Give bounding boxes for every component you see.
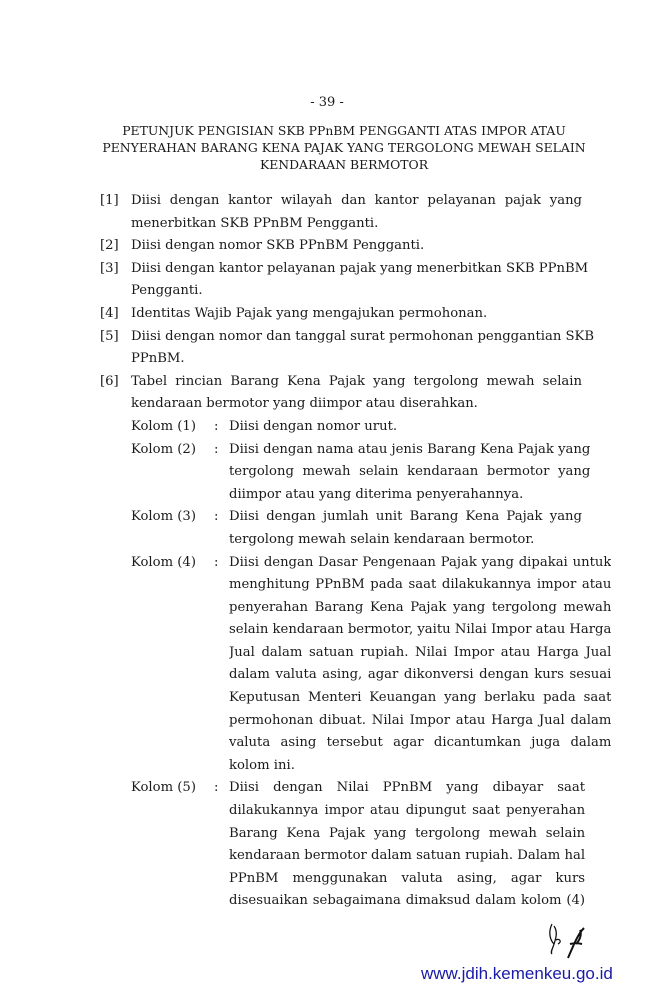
kolom-text — [229, 416, 582, 439]
kolom-text — [229, 439, 590, 507]
text-line: PPnBM. — [131, 351, 185, 367]
page-number: - 39 - — [310, 95, 344, 110]
text-line: diimpor atau yang diterima penyerahannya. — [229, 486, 524, 502]
list-item — [100, 190, 582, 235]
kolom-item — [131, 777, 586, 913]
list-item — [100, 258, 589, 303]
kolom-text — [229, 506, 582, 551]
list-item — [100, 326, 595, 371]
text-line: Jual dalam satuan rupiah. Nilai Impor atau Harga Jual — [229, 644, 612, 660]
text-line: Diisi dengan kantor pelayanan pajak yang menerbitkan SKB PPnBM — [131, 260, 589, 276]
kolom-colon: : — [214, 509, 219, 525]
kolom-text — [229, 777, 585, 913]
text-line: Barang Kena Pajak yang tergolong mewah selain — [229, 825, 586, 841]
item-number: [6] — [100, 373, 119, 389]
text-line: dilakukannya impor atau dipungut saat penyerahan — [229, 803, 586, 819]
kolom-text — [229, 552, 611, 778]
text-line: Diisi dengan kantor wilayah dan kantor pelayanan pajak yang — [131, 193, 582, 208]
list-item — [100, 303, 582, 326]
text-line: Pengganti. — [131, 283, 203, 299]
kolom-colon: : — [214, 780, 219, 796]
item-number: [1] — [100, 193, 119, 208]
kolom-item — [131, 416, 582, 439]
text-line: kendaraan bermotor yang diimpor atau diserahkan. — [131, 396, 478, 412]
text-line: valuta asing tersebut agar dicantumkan juga dalam — [229, 735, 612, 751]
kolom-label: Kolom (4) — [131, 554, 196, 570]
text-line: menerbitkan SKB PPnBM Pengganti. — [131, 215, 379, 231]
text-line: penyerahan Barang Kena Pajak yang tergolong mewah — [229, 599, 612, 615]
text-line: disesuaikan sebagaimana dimaksud dalam kolom (4) — [229, 893, 586, 909]
text-line: Diisi dengan Nilai PPnBM yang dibayar saat — [229, 780, 586, 796]
text-line: Diisi dengan nama atau jenis Barang Kena Pajak yang — [229, 441, 591, 457]
text-line: Diisi dengan nomor urut. — [229, 418, 398, 434]
item-text — [131, 303, 582, 326]
text-line: Identitas Wajib Pajak yang mengajukan permohonan. — [131, 305, 488, 321]
text-line: Diisi dengan jumlah unit Barang Kena Pajak yang — [229, 509, 582, 525]
footer-website-link[interactable]: www.jdih.kemenkeu.go.id — [421, 964, 613, 983]
item-text — [131, 258, 588, 303]
item-text — [131, 235, 582, 258]
text-line: selain kendaraan bermotor, yaitu Nilai Impor atau Harga — [229, 622, 612, 638]
text-line: dalam valuta asing, agar dikonversi dengan kurs sesuai — [229, 667, 612, 683]
kolom-label: Kolom (2) — [131, 441, 196, 457]
item-number: [2] — [100, 238, 119, 254]
text-line: menghitung PPnBM pada saat dilakukannya impor atau — [229, 577, 612, 593]
text-line: PPnBM menggunakan valuta asing, agar kurs — [229, 870, 586, 886]
text-line: kolom ini. — [229, 757, 295, 773]
kolom-colon: : — [214, 441, 219, 457]
document-title — [60, 122, 628, 173]
item-number: [3] — [100, 260, 119, 276]
item-text — [131, 326, 594, 371]
kolom-label: Kolom (1) — [131, 418, 196, 434]
item-number: [5] — [100, 328, 119, 344]
title-line: PENYERAHAN BARANG KENA PAJAK YANG TERGOLONG MEWAH SELAIN — [102, 140, 586, 155]
text-line: Diisi dengan nomor SKB PPnBM Pengganti. — [131, 238, 425, 254]
initials-signature — [540, 918, 590, 962]
text-line: Diisi dengan nomor dan tanggal surat permohonan penggantian SKB — [131, 328, 595, 344]
kolom-colon: : — [214, 554, 219, 570]
kolom-item — [131, 506, 582, 551]
list-item — [100, 371, 582, 416]
item-text — [131, 190, 582, 235]
text-line: Keputusan Menteri Keuangan yang berlaku pada saat — [229, 690, 612, 706]
text-line: kendaraan bermotor dalam satuan rupiah. Dalam hal — [229, 848, 586, 864]
list-item — [100, 235, 582, 258]
instructions-list — [100, 190, 612, 913]
kolom-item — [131, 439, 591, 507]
text-line: tergolong mewah selain kendaraan bermotor yang — [229, 464, 591, 480]
text-line: permohonan dibuat. Nilai Impor atau Harga Jual dalam — [229, 712, 612, 728]
text-line: Diisi dengan Dasar Pengenaan Pajak yang dipakai untuk — [229, 554, 612, 570]
item-text — [131, 371, 582, 416]
kolom-item — [131, 552, 612, 778]
title-line: KENDARAAN BERMOTOR — [259, 157, 429, 172]
text-line: Tabel rincian Barang Kena Pajak yang tergolong mewah selain — [131, 373, 582, 389]
kolom-label: Kolom (5) — [131, 780, 196, 796]
kolom-colon: : — [214, 418, 219, 434]
title-line: PETUNJUK PENGISIAN SKB PPnBM PENGGANTI ATAS IMPOR ATAU — [122, 123, 566, 138]
text-line: tergolong mewah selain kendaraan bermotor. — [229, 531, 535, 547]
item-number: [4] — [100, 305, 119, 321]
kolom-label: Kolom (3) — [131, 509, 196, 525]
